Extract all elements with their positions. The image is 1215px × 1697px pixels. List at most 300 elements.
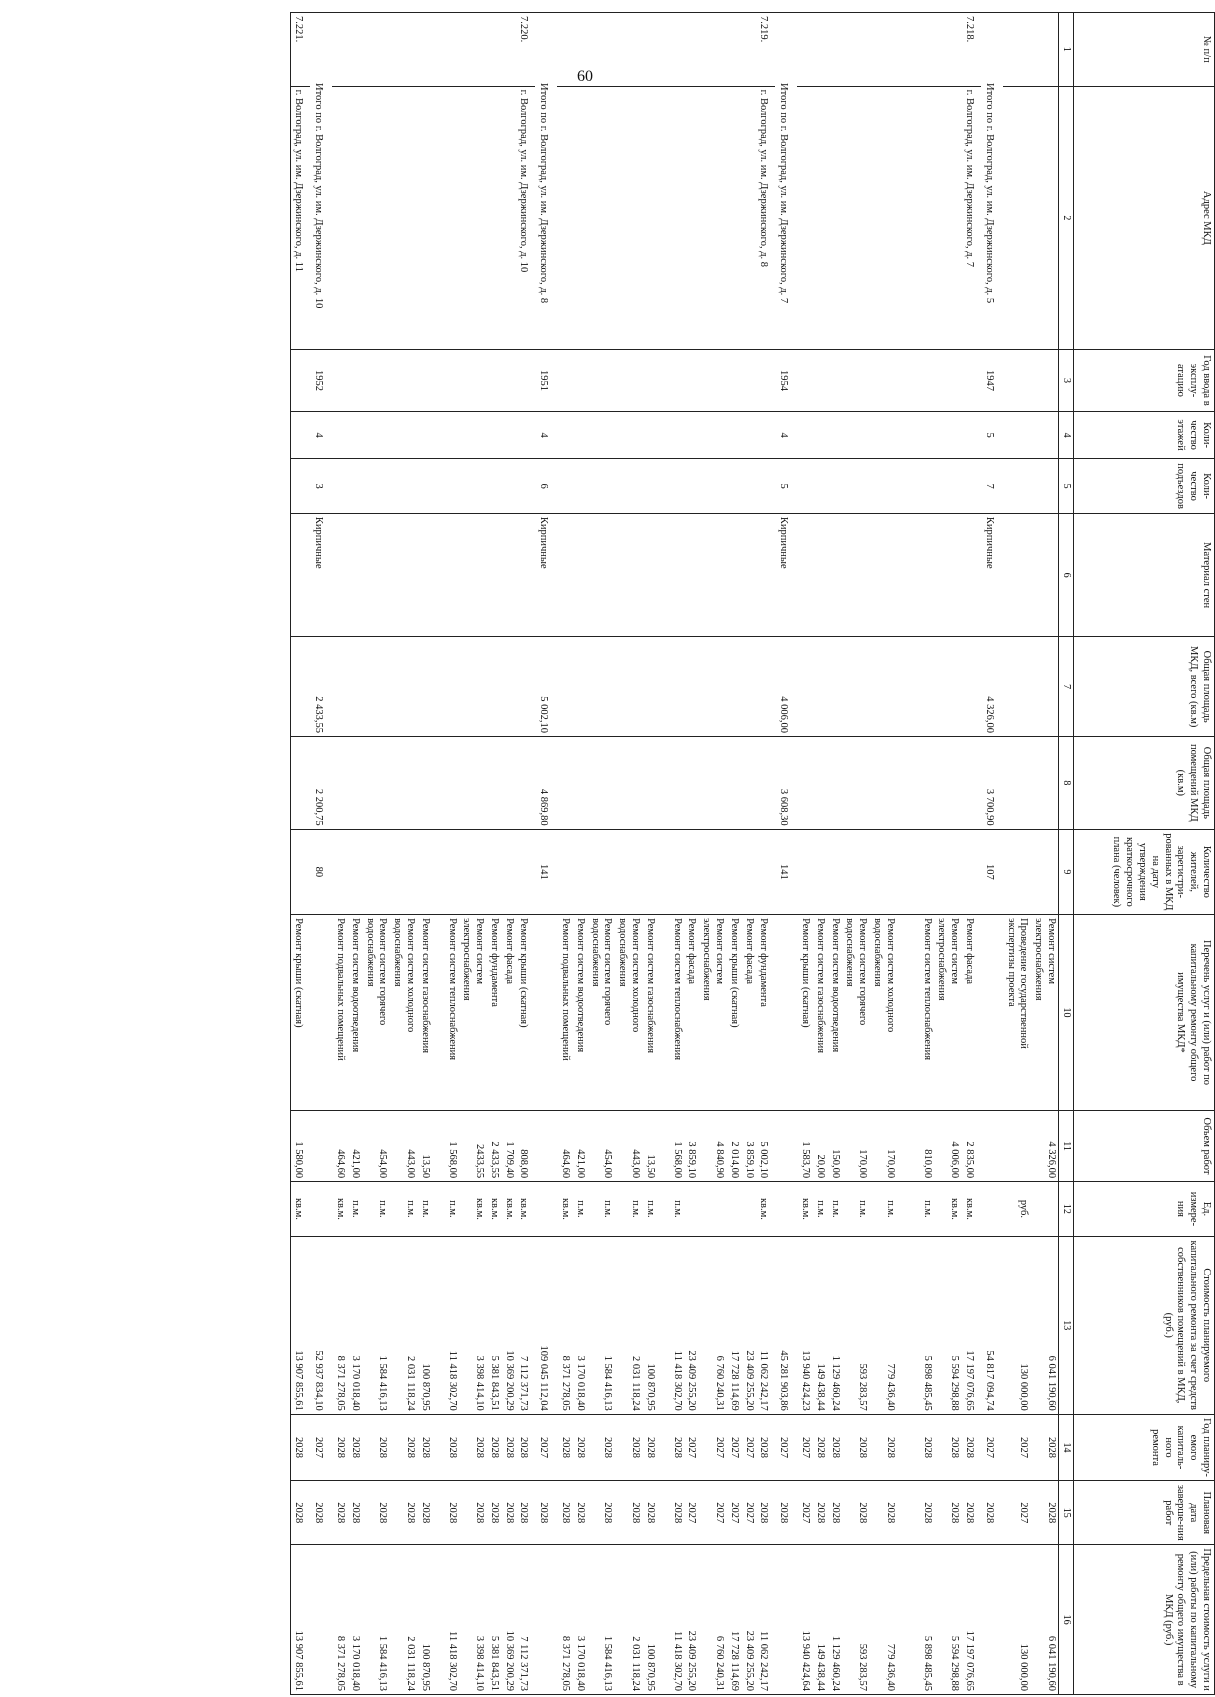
column-number-10: 10 — [1059, 915, 1074, 1111]
table-cell: п.м. — [869, 1182, 897, 1237]
table-cell: п.м. — [444, 1182, 459, 1237]
table-cell — [842, 737, 870, 830]
table-cell: 443,00 — [389, 1110, 417, 1181]
table-cell — [684, 459, 699, 514]
building-address — [657, 86, 669, 350]
table-cell: 2028 — [756, 1414, 776, 1480]
table-cell — [432, 1414, 444, 1480]
work-type: Ремонт систем электроснабжения — [459, 915, 487, 1111]
table-cell — [657, 1481, 669, 1545]
table-cell: 2028 — [486, 1481, 501, 1545]
table-cell — [669, 350, 684, 412]
table-cell: 2028 — [417, 1414, 432, 1480]
table-cell — [501, 513, 516, 636]
table-cell — [290, 829, 310, 914]
work-type: Ремонт фасада — [741, 915, 756, 1111]
table-cell: кв.м. — [332, 1182, 347, 1237]
table-cell — [1003, 350, 1031, 412]
row-number — [332, 13, 347, 87]
table-cell — [669, 737, 684, 830]
work-row — [934, 13, 962, 1695]
total-cell: 2027 — [775, 1414, 797, 1480]
table-cell: 2028 — [669, 1481, 684, 1545]
building-address — [347, 86, 362, 350]
table-cell — [842, 459, 870, 514]
table-cell: 2028 — [572, 1481, 587, 1545]
row-number: 7.220. — [516, 13, 536, 87]
table-cell — [657, 1182, 669, 1237]
table-cell: 2028 — [290, 1481, 310, 1545]
table-cell — [842, 637, 870, 737]
table-cell — [726, 459, 741, 514]
table-cell — [897, 1110, 919, 1181]
table-cell: 150,00 — [827, 1110, 842, 1181]
table-cell — [812, 459, 827, 514]
column-header-7: Общая площадь МКД, всего (кв.м) — [1074, 637, 1215, 737]
column-header-4: Коли-чество этажей — [1074, 411, 1215, 458]
table-cell — [812, 513, 827, 636]
work-type: Ремонт систем водоотведения — [827, 915, 842, 1111]
table-cell: п.м. — [812, 1182, 827, 1237]
building-address — [1030, 86, 1058, 350]
spacer-row — [432, 13, 444, 1695]
table-cell — [919, 637, 934, 737]
total-cell — [775, 1182, 797, 1237]
table-cell: п.м. — [669, 1182, 684, 1237]
table-cell — [684, 513, 699, 636]
building-address — [459, 86, 487, 350]
total-cell: 3 700,90 — [981, 737, 1003, 830]
work-type — [657, 915, 669, 1111]
column-number-3: 3 — [1059, 350, 1074, 412]
table-cell — [741, 829, 756, 914]
table-cell: 454,00 — [587, 1110, 615, 1181]
table-cell: 421,00 — [347, 1110, 362, 1181]
table-cell — [347, 829, 362, 914]
table-cell — [572, 411, 587, 458]
spacer-row — [657, 13, 669, 1695]
row-number — [869, 13, 897, 87]
work-row — [726, 13, 741, 1695]
page-number: 60 — [577, 68, 593, 85]
table-cell — [669, 411, 684, 458]
building-address — [698, 86, 726, 350]
column-number-4: 4 — [1059, 411, 1074, 458]
building-row — [756, 13, 776, 1695]
total-cell — [536, 1545, 558, 1695]
table-cell: 13,50 — [417, 1110, 432, 1181]
row-number — [389, 13, 417, 87]
total-cell — [310, 1110, 332, 1181]
table-cell — [684, 350, 699, 412]
table-cell: 1 584 416,13 — [362, 1545, 390, 1695]
table-cell — [642, 459, 657, 514]
table-cell: 5 381 843,51 — [486, 1545, 501, 1695]
table-cell: 13,50 — [642, 1110, 657, 1181]
table-cell: 17 197 076,65 — [961, 1545, 981, 1695]
table-cell: 5 594 298,88 — [934, 1236, 962, 1414]
table-cell — [432, 637, 444, 737]
column-number-13: 13 — [1059, 1236, 1074, 1414]
total-cell: Кирпичные — [775, 513, 797, 636]
building-address — [389, 86, 417, 350]
work-type: Ремонт крыши (скатная) — [726, 915, 741, 1111]
table-cell: 2028 — [501, 1414, 516, 1480]
work-type: Ремонт систем водоотведения — [572, 915, 587, 1111]
column-number-15: 15 — [1059, 1481, 1074, 1545]
table-cell — [869, 459, 897, 514]
work-row — [669, 13, 684, 1695]
row-number — [827, 13, 842, 87]
row-number — [444, 13, 459, 87]
work-row — [642, 13, 657, 1695]
column-header-15: Плановая дата заверше-ния работ — [1074, 1481, 1215, 1545]
table-cell: 2028 — [669, 1414, 684, 1480]
table-cell — [741, 737, 756, 830]
table-cell: 13 907 855,61 — [290, 1236, 310, 1414]
table-cell — [290, 459, 310, 514]
table-cell — [842, 513, 870, 636]
work-row — [332, 13, 347, 1695]
table-cell: 779 436,40 — [869, 1236, 897, 1414]
table-cell — [432, 1110, 444, 1181]
table-cell: 2028 — [587, 1481, 615, 1545]
row-number — [587, 13, 615, 87]
total-cell: 4 — [775, 411, 797, 458]
table-cell — [669, 459, 684, 514]
work-type: Ремонт систем электроснабжения — [1030, 915, 1058, 1111]
table-cell — [726, 411, 741, 458]
column-header-1: № п/п — [1074, 13, 1215, 87]
total-cell: 107 — [981, 829, 1003, 914]
table-cell: 2028 — [614, 1414, 642, 1480]
table-cell: п.м. — [919, 1182, 934, 1237]
total-cell — [775, 1110, 797, 1181]
table-cell — [444, 737, 459, 830]
table-cell — [684, 737, 699, 830]
table-cell — [587, 513, 615, 636]
table-cell — [432, 513, 444, 636]
table-cell: 3 170 018,40 — [347, 1545, 362, 1695]
column-number-2: 2 — [1059, 86, 1074, 350]
table-cell — [797, 350, 812, 412]
work-type: Ремонт систем горячего водоснабжения — [587, 915, 615, 1111]
row-number — [501, 13, 516, 87]
work-row — [389, 13, 417, 1695]
total-cell: 2027 — [536, 1414, 558, 1480]
table-cell: кв.м. — [934, 1182, 962, 1237]
table-cell: 779 436,40 — [869, 1545, 897, 1695]
table-cell — [432, 411, 444, 458]
table-cell: 8 371 278,05 — [557, 1236, 572, 1414]
work-row — [1030, 13, 1058, 1695]
table-cell: п.м. — [587, 1182, 615, 1237]
table-cell — [557, 737, 572, 830]
table-cell — [698, 513, 726, 636]
building-address — [557, 86, 572, 350]
table-cell — [389, 513, 417, 636]
table-cell: кв.м. — [290, 1182, 310, 1237]
table-cell: 2 014,00 — [726, 1110, 741, 1181]
table-cell: 2028 — [347, 1481, 362, 1545]
table-cell: 2 031 118,24 — [614, 1545, 642, 1695]
table-cell: 2028 — [827, 1481, 842, 1545]
table-cell — [756, 513, 776, 636]
table-cell: 2028 — [516, 1414, 536, 1480]
table-cell — [842, 350, 870, 412]
table-cell — [657, 737, 669, 830]
building-address — [842, 86, 870, 350]
table-cell — [934, 411, 962, 458]
table-cell — [684, 637, 699, 737]
table-cell: 2028 — [614, 1481, 642, 1545]
table-cell: 5 898 485,45 — [919, 1545, 934, 1695]
table-cell: 11 418 302,70 — [669, 1236, 684, 1414]
column-header-9: Количество жителей, зарегистри-рованных в МКД на дату утверждения краткосрочного плана (человек) — [1074, 829, 1215, 914]
work-row — [842, 13, 870, 1695]
table-cell — [657, 459, 669, 514]
work-row — [501, 13, 516, 1695]
table-cell: 593 283,57 — [842, 1545, 870, 1695]
table-cell — [919, 459, 934, 514]
total-cell — [981, 1182, 1003, 1237]
table-cell: 2028 — [934, 1481, 962, 1545]
table-cell: 6 041 190,60 — [1030, 1236, 1058, 1414]
table-cell: 2028 — [332, 1414, 347, 1480]
total-cell: 4 006,00 — [775, 637, 797, 737]
table-cell — [797, 411, 812, 458]
work-row — [572, 13, 587, 1695]
row-number — [1003, 13, 1031, 87]
table-cell: 8 371 278,05 — [332, 1236, 347, 1414]
table-cell — [657, 829, 669, 914]
table-cell — [347, 411, 362, 458]
table-cell: 2 433,55 — [486, 1110, 501, 1181]
table-cell: 2027 — [698, 1481, 726, 1545]
table-cell — [897, 513, 919, 636]
table-cell: 2027 — [1003, 1414, 1031, 1480]
table-cell: 454,00 — [362, 1110, 390, 1181]
table-cell — [614, 637, 642, 737]
table-cell — [1003, 1110, 1031, 1181]
total-cell — [310, 1545, 332, 1695]
row-number — [642, 13, 657, 87]
table-cell: п.м. — [389, 1182, 417, 1237]
table-cell — [516, 411, 536, 458]
table-cell — [756, 350, 776, 412]
table-cell — [389, 411, 417, 458]
table-cell — [756, 637, 776, 737]
table-cell: 130 000,00 — [1003, 1236, 1031, 1414]
total-cell: 109 045 112,04 — [536, 1236, 558, 1414]
table-cell: кв.м. — [557, 1182, 572, 1237]
column-header-8: Общая площадь помещений МКД (кв.м) — [1074, 737, 1215, 830]
table-cell: 2028 — [557, 1481, 572, 1545]
work-type: Ремонт систем газоснабжения — [812, 915, 827, 1111]
work-type: Ремонт крыши (скатная) — [290, 915, 310, 1111]
total-cell: 3 608,30 — [775, 737, 797, 830]
total-cell — [775, 915, 797, 1111]
table-cell — [389, 350, 417, 412]
building-address — [444, 86, 459, 350]
table-cell — [362, 637, 390, 737]
table-cell — [897, 1414, 919, 1480]
total-cell: 2028 — [775, 1481, 797, 1545]
row-number — [1030, 13, 1058, 87]
table-cell: 5 898 485,45 — [919, 1236, 934, 1414]
total-cell: 141 — [775, 829, 797, 914]
table-cell — [934, 737, 962, 830]
column-number-row — [1059, 13, 1074, 1695]
total-cell: 52 937 834,10 — [310, 1236, 332, 1414]
column-header-5: Коли-чество подъездов — [1074, 459, 1215, 514]
table-cell — [444, 829, 459, 914]
table-cell — [557, 459, 572, 514]
total-cell: Кирпичные — [536, 513, 558, 636]
table-cell: 1 709,40 — [501, 1110, 516, 1181]
table-cell — [726, 637, 741, 737]
total-cell — [536, 915, 558, 1111]
table-cell: 2027 — [797, 1414, 812, 1480]
building-address — [934, 86, 962, 350]
total-cell: 141 — [536, 829, 558, 914]
table-cell — [897, 459, 919, 514]
table-cell — [1030, 737, 1058, 830]
table-cell — [362, 737, 390, 830]
table-cell — [642, 637, 657, 737]
table-cell — [614, 829, 642, 914]
table-cell: 2028 — [642, 1414, 657, 1480]
work-type: Ремонт крыши (скатная) — [516, 915, 536, 1111]
table-cell — [934, 829, 962, 914]
table-cell: 2028 — [486, 1414, 501, 1480]
table-cell: 4 840,90 — [698, 1110, 726, 1181]
table-cell: 1 568,00 — [444, 1110, 459, 1181]
table-cell — [516, 513, 536, 636]
table-cell: 2028 — [869, 1414, 897, 1480]
table-cell: руб. — [1003, 1182, 1031, 1237]
table-cell: 2028 — [1030, 1481, 1058, 1545]
table-cell — [347, 637, 362, 737]
row-number — [432, 13, 444, 87]
work-row — [557, 13, 572, 1695]
table-cell: 13 940 424,23 — [797, 1236, 812, 1414]
table-cell — [642, 350, 657, 412]
table-cell: 2027 — [741, 1481, 756, 1545]
total-cell: 7 — [981, 459, 1003, 514]
table-cell: 2028 — [572, 1414, 587, 1480]
table-cell — [332, 737, 347, 830]
table-cell — [1030, 459, 1058, 514]
column-header-13: Стоимость планируемого капитального ремонта за счет средств собственников помещений в МКД, (руб.) — [1074, 1236, 1215, 1414]
table-cell: 11 062 242,17 — [756, 1545, 776, 1695]
table-cell: 6 760 240,31 — [698, 1236, 726, 1414]
table-cell — [842, 411, 870, 458]
table-cell — [657, 1414, 669, 1480]
table-cell: 464,60 — [332, 1110, 347, 1181]
table-cell: 1 580,00 — [290, 1110, 310, 1181]
table-cell — [897, 411, 919, 458]
table-cell: 2028 — [417, 1481, 432, 1545]
total-cell: 4 869,80 — [536, 737, 558, 830]
table-cell — [332, 350, 347, 412]
table-cell: 1 583,70 — [797, 1110, 812, 1181]
table-cell — [459, 737, 487, 830]
table-cell: 443,00 — [614, 1110, 642, 1181]
table-cell — [961, 637, 981, 737]
table-cell — [934, 459, 962, 514]
total-cell: 45 281 903,86 — [775, 1236, 797, 1414]
table-cell — [827, 350, 842, 412]
total-cell: 1951 — [536, 350, 558, 412]
work-type: Ремонт подвальных помещений — [557, 915, 572, 1111]
table-cell — [756, 459, 776, 514]
table-cell — [741, 411, 756, 458]
table-cell — [1030, 513, 1058, 636]
table-cell — [389, 459, 417, 514]
table-cell — [642, 411, 657, 458]
table-cell — [919, 829, 934, 914]
table-cell — [812, 829, 827, 914]
table-cell: 23 409 255,20 — [741, 1236, 756, 1414]
work-type: Ремонт фасада — [961, 915, 981, 1111]
table-cell: 149 438,44 — [812, 1236, 827, 1414]
building-row — [516, 13, 536, 1695]
row-number: 7.221. — [290, 13, 310, 87]
total-cell: 4 326,00 — [981, 637, 1003, 737]
building-address — [572, 86, 587, 350]
table-cell — [362, 829, 390, 914]
table-cell — [459, 459, 487, 514]
table-cell: 2028 — [919, 1414, 934, 1480]
table-cell — [756, 829, 776, 914]
table-cell: 3 170 018,40 — [572, 1545, 587, 1695]
table-cell: кв.м. — [516, 1182, 536, 1237]
total-cell: 2 433,55 — [310, 637, 332, 737]
table-cell — [897, 737, 919, 830]
table-cell — [961, 411, 981, 458]
table-cell — [827, 459, 842, 514]
work-type: Ремонт систем горячего водоснабжения — [362, 915, 390, 1111]
table-cell — [389, 637, 417, 737]
row-number — [362, 13, 390, 87]
table-cell: 100 870,95 — [642, 1236, 657, 1414]
table-cell: 2028 — [756, 1481, 776, 1545]
table-cell — [347, 459, 362, 514]
total-cell: 54 817 094,74 — [981, 1236, 1003, 1414]
table-cell — [897, 1236, 919, 1414]
work-type — [432, 915, 444, 1111]
table-cell — [869, 350, 897, 412]
table-cell — [1030, 637, 1058, 737]
total-cell — [536, 1182, 558, 1237]
table-cell — [557, 637, 572, 737]
table-cell: 2027 — [684, 1481, 699, 1545]
table-cell — [486, 829, 501, 914]
table-cell — [347, 737, 362, 830]
total-label: Итого по г. Волгоград, ул. им. Дзержинского, д. 5 — [981, 13, 1003, 350]
table-cell: 2028 — [557, 1414, 572, 1480]
table-cell — [919, 513, 934, 636]
total-cell: 2028 — [536, 1481, 558, 1545]
table-cell — [587, 637, 615, 737]
building-address — [869, 86, 897, 350]
table-cell — [614, 411, 642, 458]
work-type: Ремонт фасада — [501, 915, 516, 1111]
table-cell — [417, 459, 432, 514]
building-address: г. Волгоград, ул. им. Дзержинского, д. 7 — [961, 86, 981, 350]
table-cell — [698, 1182, 726, 1237]
